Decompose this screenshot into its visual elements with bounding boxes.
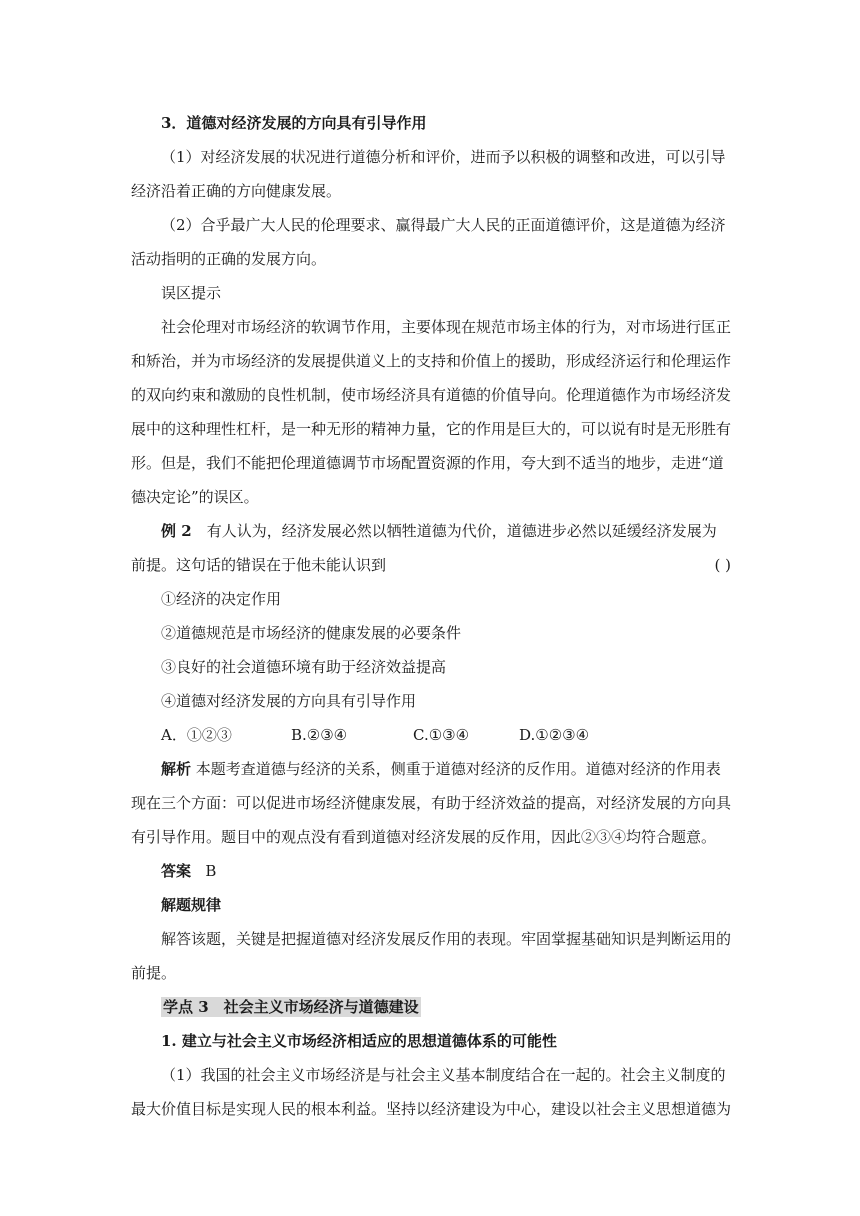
option-b: B.②③④: [291, 726, 348, 744]
paragraph: （2）合乎最广大人民的伦理要求、赢得最广大人民的正面道德评价，这是道德为经济活动指明的正确的发展方向。: [131, 216, 726, 268]
document-body: [131, 106, 731, 1126]
paragraph: （1）我国的社会主义市场经济是与社会主义基本制度结合在一起的。社会主义制度的最大价值目标是实现人民的根本利益。坚持以经济建设为中心，建设以社会主义思想道德为: [131, 1066, 732, 1118]
misconception-title: 误区提示: [161, 284, 222, 302]
option-a: A．①②③: [161, 726, 232, 744]
answer-label: 答案: [161, 862, 192, 880]
point-heading: [131, 990, 731, 1024]
analysis: [131, 752, 731, 854]
answer-options: [131, 718, 731, 752]
choice-item: ③良好的社会道德环境有助于经济效益提高: [161, 658, 447, 676]
sub-heading: 1. 建立与社会主义市场经济相适应的思想道德体系的可能性: [161, 1032, 557, 1050]
choice-item: ②道德规范是市场经济的健康发展的必要条件: [161, 624, 462, 642]
example-question: [131, 514, 731, 582]
point-heading-text: 学点 3 社会主义市场经济与道德建设: [163, 998, 419, 1016]
answer: [131, 854, 731, 888]
option-d: D.①②③④: [519, 726, 590, 744]
rule-text: 解答该题，关键是把握道德对经济发展反作用的表现。牢固掌握基础知识是判断运用的前提。: [131, 930, 732, 982]
rule-title: 解题规律: [161, 896, 222, 914]
example-label: 例 2: [161, 522, 192, 540]
answer-value: B: [205, 862, 217, 880]
analysis-label: 解析: [161, 760, 192, 778]
example-question-text: 有人认为，经济发展必然以牺牲道德为代价，道德进步必然以延缓经济发展为前提。这句话的错误在于他未能认识到: [131, 522, 717, 574]
answer-blank: ( ): [714, 556, 731, 574]
option-c: C.①③④: [413, 726, 470, 744]
choice-item: ④道德对经济发展的方向具有引导作用: [161, 692, 417, 710]
analysis-text: 本题考查道德与经济的关系，侧重于道德对经济的反作用。道德对经济的作用表现在三个方面：可以促进市场经济健康发展，有助于经济效益的提高，对经济发展的方向具有引导作用。题目中的观点没有看到道德对经济发展的反作用，因此②③④均符合题意。: [131, 760, 732, 846]
section-heading: 3．道德对经济发展的方向具有引导作用: [161, 114, 427, 132]
paragraph: （1）对经济发展的状况进行道德分析和评价，进而予以积极的调整和改进，可以引导经济沿着正确的方向健康发展。: [131, 148, 726, 200]
choice-item: ①经济的决定作用: [161, 590, 282, 608]
misconception-text: 社会伦理对市场经济的软调节作用，主要体现在规范市场主体的行为，对市场进行匡正和矫治，并为市场经济的发展提供道义上的支持和价值上的援助，形成经济运行和伦理运作的双向约束和激励的良性机制，使市场经济具有道德的价值导向。伦理道德作为市场经济发展中的这种理性杠杆，是一种无形的精神力量，它的作用是巨大的，可以说有时是无形胜有形。但是，我们不能把伦理道德调节市场配置资源的作用，夸大到不适当的地步，走进“道德决定论”的误区。: [131, 318, 732, 506]
